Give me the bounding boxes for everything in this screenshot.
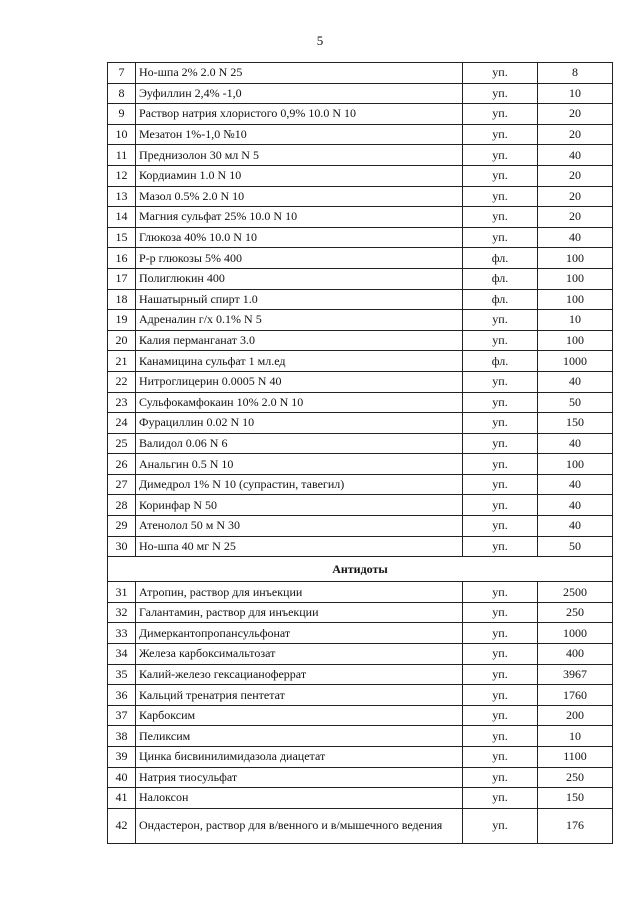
row-number: 21 bbox=[108, 351, 136, 372]
table-row bbox=[108, 104, 613, 125]
quantity: 20 bbox=[538, 124, 613, 145]
table-row bbox=[108, 186, 613, 207]
table-row bbox=[108, 83, 613, 104]
row-number: 17 bbox=[108, 268, 136, 289]
row-number: 16 bbox=[108, 248, 136, 269]
section-title: Антидоты bbox=[108, 557, 613, 582]
unit-of-measure: уп. bbox=[463, 767, 538, 788]
unit-of-measure: уп. bbox=[463, 516, 538, 537]
row-number: 11 bbox=[108, 145, 136, 166]
item-name: Кальций тренатрия пентетат bbox=[136, 685, 463, 706]
antidote-rows bbox=[108, 582, 613, 844]
unit-of-measure: уп. bbox=[463, 726, 538, 747]
row-number: 41 bbox=[108, 788, 136, 809]
unit-of-measure: уп. bbox=[463, 602, 538, 623]
row-number: 19 bbox=[108, 310, 136, 331]
table-row bbox=[108, 644, 613, 665]
unit-of-measure: уп. bbox=[463, 582, 538, 603]
row-number: 28 bbox=[108, 495, 136, 516]
unit-of-measure: уп. bbox=[463, 207, 538, 228]
quantity: 20 bbox=[538, 186, 613, 207]
item-name: Магния сульфат 25% 10.0 N 10 bbox=[136, 207, 463, 228]
quantity: 100 bbox=[538, 330, 613, 351]
table-row bbox=[108, 371, 613, 392]
unit-of-measure: уп. bbox=[463, 124, 538, 145]
unit-of-measure: уп. bbox=[463, 705, 538, 726]
row-number: 39 bbox=[108, 747, 136, 768]
quantity: 150 bbox=[538, 788, 613, 809]
section-header-row bbox=[108, 557, 613, 582]
quantity: 40 bbox=[538, 516, 613, 537]
row-number: 7 bbox=[108, 63, 136, 84]
row-number: 26 bbox=[108, 454, 136, 475]
unit-of-measure: уп. bbox=[463, 145, 538, 166]
unit-of-measure: уп. bbox=[463, 454, 538, 475]
row-number: 30 bbox=[108, 536, 136, 557]
quantity: 50 bbox=[538, 536, 613, 557]
table-row bbox=[108, 623, 613, 644]
table-row bbox=[108, 808, 613, 843]
unit-of-measure: уп. bbox=[463, 474, 538, 495]
quantity: 200 bbox=[538, 705, 613, 726]
quantity: 150 bbox=[538, 413, 613, 434]
row-number: 37 bbox=[108, 705, 136, 726]
table-row bbox=[108, 124, 613, 145]
quantity: 40 bbox=[538, 474, 613, 495]
item-name: Сульфокамфокаин 10% 2.0 N 10 bbox=[136, 392, 463, 413]
item-name: Коринфар N 50 bbox=[136, 495, 463, 516]
row-number: 40 bbox=[108, 767, 136, 788]
table-row bbox=[108, 165, 613, 186]
table-row bbox=[108, 474, 613, 495]
quantity: 400 bbox=[538, 644, 613, 665]
quantity: 100 bbox=[538, 248, 613, 269]
section-antidotes bbox=[108, 557, 613, 582]
row-number: 36 bbox=[108, 685, 136, 706]
unit-of-measure: фл. bbox=[463, 268, 538, 289]
unit-of-measure: уп. bbox=[463, 433, 538, 454]
row-number: 33 bbox=[108, 623, 136, 644]
table-row bbox=[108, 516, 613, 537]
table-row bbox=[108, 207, 613, 228]
row-number: 24 bbox=[108, 413, 136, 434]
unit-of-measure: уп. bbox=[463, 623, 538, 644]
quantity: 40 bbox=[538, 145, 613, 166]
table-row bbox=[108, 330, 613, 351]
table-row bbox=[108, 685, 613, 706]
row-number: 23 bbox=[108, 392, 136, 413]
medication-rows bbox=[108, 63, 613, 557]
unit-of-measure: уп. bbox=[463, 165, 538, 186]
row-number: 42 bbox=[108, 808, 136, 843]
item-name: Канамицина сульфат 1 мл.ед bbox=[136, 351, 463, 372]
item-name: Но-шпа 2% 2.0 N 25 bbox=[136, 63, 463, 84]
quantity: 10 bbox=[538, 310, 613, 331]
quantity: 3967 bbox=[538, 664, 613, 685]
unit-of-measure: уп. bbox=[463, 664, 538, 685]
quantity: 250 bbox=[538, 602, 613, 623]
item-name: Глюкоза 40% 10.0 N 10 bbox=[136, 227, 463, 248]
item-name: Валидол 0.06 N 6 bbox=[136, 433, 463, 454]
table-row bbox=[108, 289, 613, 310]
item-name: Эуфиллин 2,4% -1,0 bbox=[136, 83, 463, 104]
table-row bbox=[108, 227, 613, 248]
table-row bbox=[108, 310, 613, 331]
unit-of-measure: уп. bbox=[463, 413, 538, 434]
quantity: 40 bbox=[538, 371, 613, 392]
page-number: 5 bbox=[316, 33, 324, 48]
unit-of-measure: уп. bbox=[463, 685, 538, 706]
item-name: Но-шпа 40 мг N 25 bbox=[136, 536, 463, 557]
table-row bbox=[108, 495, 613, 516]
quantity: 1000 bbox=[538, 351, 613, 372]
item-name: Адреналин г/х 0.1% N 5 bbox=[136, 310, 463, 331]
item-name: Нитроглицерин 0.0005 N 40 bbox=[136, 371, 463, 392]
row-number: 8 bbox=[108, 83, 136, 104]
table-row bbox=[108, 582, 613, 603]
quantity: 176 bbox=[538, 808, 613, 843]
quantity: 100 bbox=[538, 289, 613, 310]
quantity: 1000 bbox=[538, 623, 613, 644]
item-name: Атропин, раствор для инъекции bbox=[136, 582, 463, 603]
quantity: 40 bbox=[538, 495, 613, 516]
unit-of-measure: уп. bbox=[463, 495, 538, 516]
item-name: Пеликсим bbox=[136, 726, 463, 747]
item-name: Кордиамин 1.0 N 10 bbox=[136, 165, 463, 186]
row-number: 31 bbox=[108, 582, 136, 603]
quantity: 10 bbox=[538, 83, 613, 104]
row-number: 12 bbox=[108, 165, 136, 186]
table-row bbox=[108, 268, 613, 289]
item-name: Полиглюкин 400 bbox=[136, 268, 463, 289]
medication-table bbox=[107, 62, 613, 844]
unit-of-measure: фл. bbox=[463, 248, 538, 269]
row-number: 22 bbox=[108, 371, 136, 392]
table-row bbox=[108, 747, 613, 768]
item-name: Калия перманганат 3.0 bbox=[136, 330, 463, 351]
row-number: 13 bbox=[108, 186, 136, 207]
unit-of-measure: уп. bbox=[463, 536, 538, 557]
item-name: Карбоксим bbox=[136, 705, 463, 726]
row-number: 14 bbox=[108, 207, 136, 228]
quantity: 100 bbox=[538, 268, 613, 289]
table-row bbox=[108, 351, 613, 372]
quantity: 250 bbox=[538, 767, 613, 788]
item-name: Димеркантопропансульфонат bbox=[136, 623, 463, 644]
table-row bbox=[108, 248, 613, 269]
item-name: Мезатон 1%-1,0 №10 bbox=[136, 124, 463, 145]
row-number: 32 bbox=[108, 602, 136, 623]
item-name: Фурациллин 0.02 N 10 bbox=[136, 413, 463, 434]
unit-of-measure: уп. bbox=[463, 330, 538, 351]
quantity: 40 bbox=[538, 227, 613, 248]
unit-of-measure: уп. bbox=[463, 186, 538, 207]
quantity: 20 bbox=[538, 207, 613, 228]
row-number: 18 bbox=[108, 289, 136, 310]
row-number: 38 bbox=[108, 726, 136, 747]
table-row bbox=[108, 767, 613, 788]
item-name: Железа карбоксимальтозат bbox=[136, 644, 463, 665]
quantity: 20 bbox=[538, 104, 613, 125]
table-row bbox=[108, 145, 613, 166]
table-row bbox=[108, 392, 613, 413]
item-name: Мазол 0.5% 2.0 N 10 bbox=[136, 186, 463, 207]
table-row bbox=[108, 705, 613, 726]
unit-of-measure: уп. bbox=[463, 747, 538, 768]
item-name: Атенолол 50 м N 30 bbox=[136, 516, 463, 537]
unit-of-measure: уп. bbox=[463, 104, 538, 125]
quantity: 8 bbox=[538, 63, 613, 84]
item-name: Р-р глюкозы 5% 400 bbox=[136, 248, 463, 269]
table-row bbox=[108, 602, 613, 623]
table-row bbox=[108, 63, 613, 84]
row-number: 10 bbox=[108, 124, 136, 145]
row-number: 34 bbox=[108, 644, 136, 665]
item-name: Ондастерон, раствор для в/венного и в/мышечного ведения bbox=[136, 808, 463, 843]
row-number: 15 bbox=[108, 227, 136, 248]
unit-of-measure: уп. bbox=[463, 788, 538, 809]
row-number: 20 bbox=[108, 330, 136, 351]
unit-of-measure: уп. bbox=[463, 310, 538, 331]
unit-of-measure: уп. bbox=[463, 63, 538, 84]
item-name: Димедрол 1% N 10 (супрастин, тавегил) bbox=[136, 474, 463, 495]
unit-of-measure: уп. bbox=[463, 392, 538, 413]
quantity: 40 bbox=[538, 433, 613, 454]
unit-of-measure: уп. bbox=[463, 83, 538, 104]
item-name: Нашатырный спирт 1.0 bbox=[136, 289, 463, 310]
table-row bbox=[108, 433, 613, 454]
unit-of-measure: фл. bbox=[463, 289, 538, 310]
row-number: 27 bbox=[108, 474, 136, 495]
unit-of-measure: уп. bbox=[463, 371, 538, 392]
table-row bbox=[108, 454, 613, 475]
table-row bbox=[108, 726, 613, 747]
row-number: 29 bbox=[108, 516, 136, 537]
quantity: 50 bbox=[538, 392, 613, 413]
quantity: 10 bbox=[538, 726, 613, 747]
quantity: 1100 bbox=[538, 747, 613, 768]
quantity: 2500 bbox=[538, 582, 613, 603]
row-number: 35 bbox=[108, 664, 136, 685]
item-name: Цинка бисвинилимидазола диацетат bbox=[136, 747, 463, 768]
item-name: Анальгин 0.5 N 10 bbox=[136, 454, 463, 475]
item-name: Натрия тиосульфат bbox=[136, 767, 463, 788]
item-name: Раствор натрия хлористого 0,9% 10.0 N 10 bbox=[136, 104, 463, 125]
item-name: Галантамин, раствор для инъекции bbox=[136, 602, 463, 623]
table-row bbox=[108, 788, 613, 809]
table-row bbox=[108, 664, 613, 685]
row-number: 9 bbox=[108, 104, 136, 125]
table-row bbox=[108, 413, 613, 434]
quantity: 20 bbox=[538, 165, 613, 186]
unit-of-measure: фл. bbox=[463, 351, 538, 372]
unit-of-measure: уп. bbox=[463, 227, 538, 248]
quantity: 100 bbox=[538, 454, 613, 475]
item-name: Налоксон bbox=[136, 788, 463, 809]
unit-of-measure: уп. bbox=[463, 808, 538, 843]
item-name: Преднизолон 30 мл N 5 bbox=[136, 145, 463, 166]
quantity: 1760 bbox=[538, 685, 613, 706]
item-name: Калий-железо гексацианоферрат bbox=[136, 664, 463, 685]
unit-of-measure: уп. bbox=[463, 644, 538, 665]
row-number: 25 bbox=[108, 433, 136, 454]
table-row bbox=[108, 536, 613, 557]
